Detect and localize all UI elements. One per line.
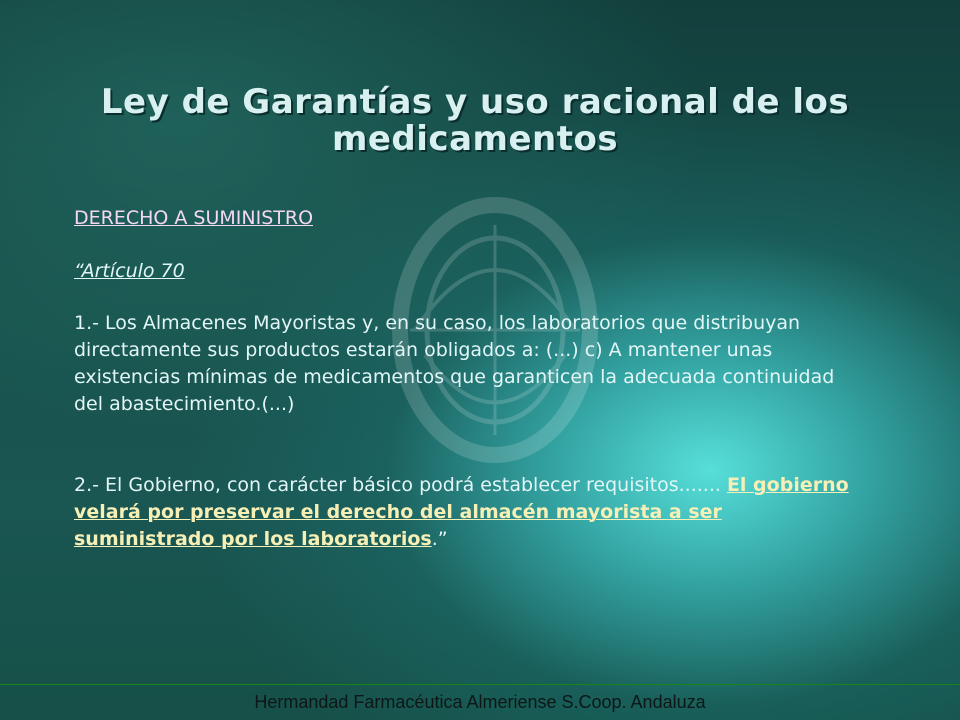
footer-divider	[0, 684, 960, 685]
article-label: “Artículo 70	[74, 260, 185, 282]
paragraph-2-emphasis-link[interactable]: El gobierno velará por preservar el derecho del almacén mayorista a ser suministrado por los laboratorios	[74, 474, 849, 550]
paragraph-2-intro: 2.- El Gobierno, con carácter básico podrá establecer requisitos.......	[74, 474, 727, 496]
footer-organization: Hermandad Farmacéutica Almeriense S.Coop. Andaluza	[254, 692, 706, 712]
slide-title: Ley de Garantías y uso racional de los medicamentos	[100, 82, 850, 160]
paragraph-2-end: .”	[431, 528, 448, 550]
section-title-link[interactable]: DERECHO A SUMINISTRO	[74, 207, 314, 229]
article-paragraph-1: 1.- Los Almacenes Mayoristas y, en su caso, los laboratorios que distribuyan directamente sus productos estarán obligados a: (...) c) A mantener unas existencias mínimas de medicamentos que garanticen la adecuada continuidad del abastecimiento.(...)	[74, 312, 835, 415]
slide-content	[74, 205, 864, 553]
article-paragraph-2	[74, 472, 864, 553]
